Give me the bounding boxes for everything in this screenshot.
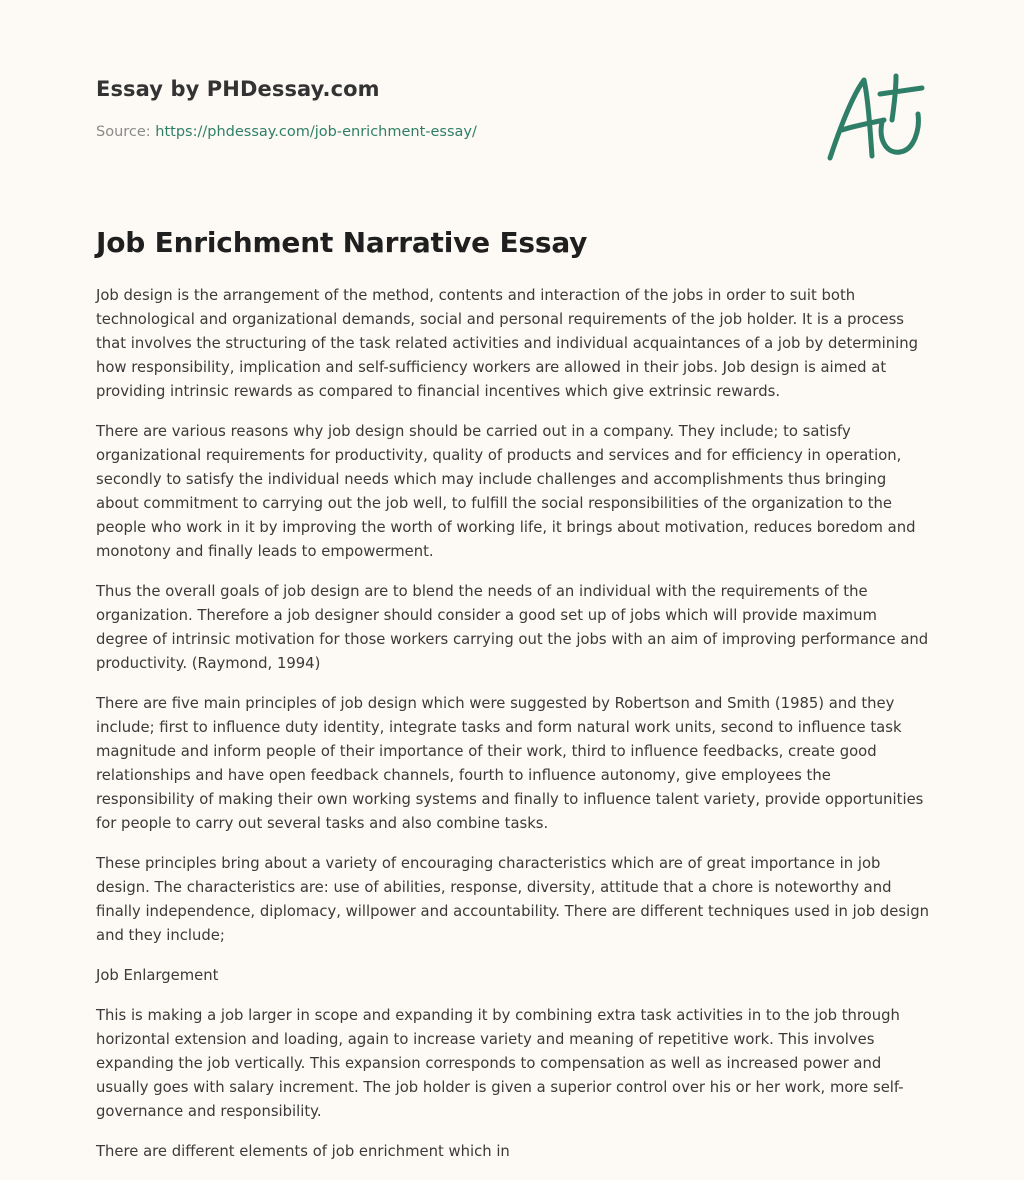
source-line [96,124,477,140]
paragraph: Thus the overall goals of job design are to blend the needs of an individual with the requirements of the organization. Therefore a job designer should consider a good set up of jobs which will provide maximum degree of intrinsic motivation for those workers carrying out the jobs with an aim of improving performance and productivity. (Raymond, 1994) [96,583,929,672]
essay-body [96,284,932,1180]
site-brand: Essay by PHDessay.com [96,77,380,101]
paragraph: There are five main principles of job design which were suggested by Robertson and Smith (1985) and they include; first to influence duty identity, integrate tasks and form natural work units, second to influence task magnitude and inform people of their importance of their work, third to influence feedbacks, create good relationships and have open feedback channels, fourth to influence autonomy, give employees the responsibility of making their own working systems and finally to influence talent variety, provide opportunities for people to carry out several tasks and also combine tasks. [96,695,924,832]
paragraph: This is making a job larger in scope and expanding it by combining extra task activities in to the job through horizontal extension and loading, again to increase variety and meaning of repetitive work. This involves expanding the job vertically. This expansion corresponds to compensation as well as increased power and usually goes with salary increment. The job holder is given a superior control over his or her work, more self-governance and responsibility. [96,1007,904,1120]
paragraph: Job design is the arrangement of the method, contents and interaction of the jobs in order to suit both technological and organizational demands, social and personal requirements of the job holder. It is a process that involves the structuring of the task related activities and individual acquaintances of a job by determining how responsibility, implication and self-sufficiency workers are allowed in their jobs. Job design is aimed at providing intrinsic rewards as compared to financial incentives which give extrinsic rewards. [96,287,918,400]
source-link[interactable]: https://phdessay.com/job-enrichment-essay/ [155,124,477,140]
source-label: Source: [96,124,151,140]
paragraph: There are different elements of job enrichment which in [96,1143,510,1160]
paragraph: These principles bring about a variety of encouraging characteristics which are of great importance in job design. The characteristics are: use of abilities, response, diversity, attitude that a chore is noteworthy and finally independence, diplomacy, willpower and accountability. There are different techniques used in job design and they include; [96,855,929,944]
paragraph: There are various reasons why job design should be carried out in a company. They include; to satisfy organizational requirements for productivity, quality of products and services and for efficiency in operation, secondly to satisfy the individual needs which may include challenges and accomplishments thus bringing about commitment to carrying out the job well, to fulfill the social responsibilities of the organization to the people who work in it by improving the worth of working life, it brings about motivation, reduces boredom and monotony and finally leads to empowerment. [96,423,916,560]
section-heading: Job Enlargement [96,967,219,984]
a-plus-logo-icon [822,68,932,166]
essay-title: Job Enrichment Narrative Essay [96,226,588,259]
